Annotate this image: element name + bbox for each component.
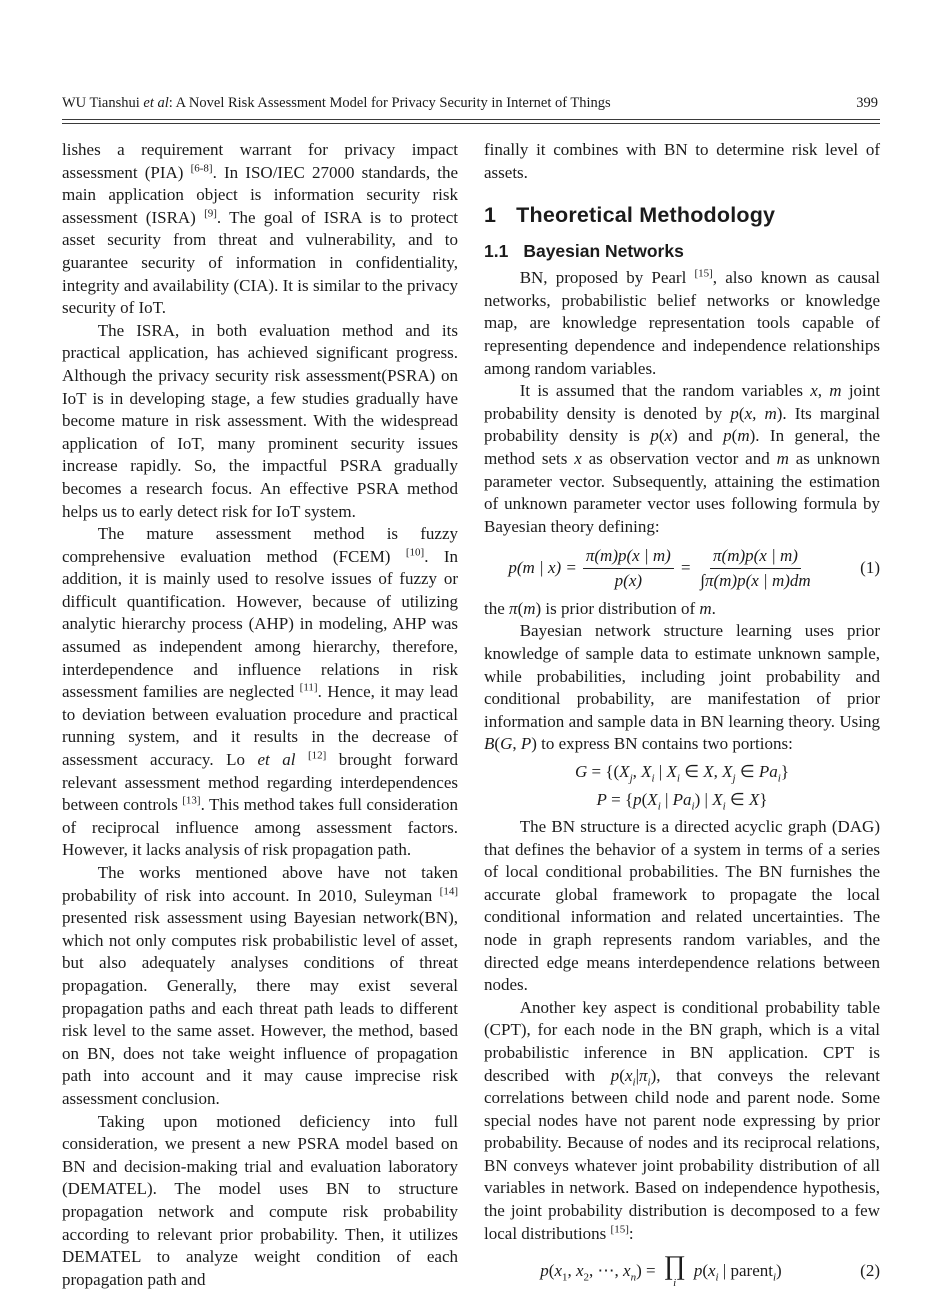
subsection-heading-1-1 — [484, 241, 880, 262]
two-column-body — [62, 139, 880, 1296]
fraction-numerator: π(m)p(x | m) — [583, 545, 674, 568]
section-heading-1 — [484, 203, 880, 228]
equation-2-lhs: $p(x_1$, $x_2$, ⋯, $x_n$) = — [540, 1261, 656, 1284]
equals-sign: = — [679, 558, 692, 578]
paragraph: BN, proposed by Pearl [15], also known as causal networks, probabilistic belief networks or knowledge map, are knowledge representation tools capable of representing dependence and independence relationships among random variables. — [484, 267, 880, 378]
equation-P: $P = \{p(X_i$ | $Pa_i$) | $X_i$ ∈ X} — [596, 790, 768, 813]
paragraph: Bayesian network structure learning uses prior knowledge of sample data to estimate unknown sample, while probabilities, including joint probability and conditional probability, are manifestation of prior information and sample data in BN learning theory. Using B(G, P) to express BN contains two portions: — [484, 621, 880, 754]
paragraph: The BN structure is a directed acyclic graph (DAG) that defines the behavior of a system in terms of a series of local conditional probabilities. The BN furnishes the accurate global framework to propagate the local conditional information and related uncertainties. The node in graph represents random variables, and the directed edge means interdependence relations between nodes. — [484, 816, 880, 995]
fraction — [583, 545, 674, 591]
header-rule — [62, 119, 880, 124]
right-column — [484, 139, 880, 1296]
page-number: 399 — [856, 95, 878, 111]
product-symbol: ∏ — [663, 1250, 686, 1281]
fraction-denominator: ∫π(m)p(x | m)dm — [700, 570, 811, 590]
paragraph: The mature assessment method is fuzzy comprehensive evaluation method (FCEM) [10]. In addition, it is mainly used to resolve issues of fuzzy or difficult quantification. However, because of utilizing analytic hierarchy process (AHP) in modeling, AHP was assumed as independent among hierarchy, therefore, interdependence and influence relations in risk assessment families are neglected [11]. Hence, it may lead to deviation between evaluation procedure and practical running system, and it results in the decrease of assessment accuracy. Lo et al [12] brought forward relevant assessment method regarding interdependences between controls [13]. This method takes full consideration of reciprocal influence among assessment factors. However, it lacks analysis of risk propagation path. — [62, 524, 459, 860]
product-index: i — [673, 1277, 677, 1290]
page-header — [62, 95, 880, 119]
page-content — [62, 95, 880, 1296]
paragraph: Another key aspect is conditional probability table (CPT), for each node in the BN graph, which is a vital probabilistic inference in BN application. CPT is described with $p(x_i|\pi_i)$, that conveys the relevant correlations between child node and parent node. Some special nodes have not parent node expressing by prior probability. Because of nodes and its reciprocal relations, BN conveys whatever joint probability distribution of all variables in network. Based on independence hypothesis, the joint probability distribution is decomposed to a few local distributions [15]: — [484, 997, 881, 1243]
fraction-numerator: π(m)p(x | m) — [710, 545, 801, 568]
paragraph: The works mentioned above have not taken probability of risk into account. In 2010, Suleyman [14] presented risk assessment using Bayesian network(BN), which not only computes risk probabilistic level of asset, but also adequately analyses conditions of threat propagation. Generally, there may exist several propagation paths and each threat path leads to different risk level to the same asset. However, the method, based on BN, does not take weight influence of propagation path into account and it may cause imprecise risk assessment conclusion. — [62, 863, 458, 1108]
paragraph: The ISRA, in both evaluation method and its practical application, has achieved significant progress. Although the privacy security risk assessment(PSRA) on IoT is in developing stage, a few studies gradually have become mature in risk assessment. With the widespread application of IoT, many prominent security issues increase rapidly. So, the impactful PSRA gradually becomes a research focus. An effective PSRA method helps us to early detect risk for IoT system. — [62, 320, 458, 521]
left-column — [62, 139, 458, 1296]
section-title: Theoretical Methodology — [516, 203, 776, 228]
subsection-title: Bayesian Networks — [523, 241, 684, 262]
equation-label: (1) — [860, 558, 880, 578]
paragraph: Taking upon motioned deficiency into full consideration, we present a new PSRA model based on BN and decision-making trial and evaluation laboratory (DEMATEL). The model uses BN to structure propagation network and compute risk probability according to relevant prior probability. Then, it utilizes DEMATEL to analyze weight condition of each propagation path and — [62, 1111, 458, 1289]
equation-1 — [484, 545, 880, 591]
paragraph: the π(m) is prior distribution of m. — [484, 598, 716, 618]
section-number: 1 — [484, 203, 497, 228]
equation-2-body — [484, 1252, 838, 1289]
fraction-denominator: p(x) — [614, 570, 643, 590]
equation-1-body — [484, 545, 838, 591]
product-operator — [664, 1252, 686, 1289]
paragraph: It is assumed that the random variables x, m joint probability density is denoted by p(x, m). Its marginal probability density is p(x) and p(m). In general, the method sets x as observation vector and m as unknown parameter vector. Subsequently, attaining the estimation of unknown parameter vector uses following formula by Bayesian theory defining: — [484, 381, 881, 536]
paragraph: finally it combines with BN to determine risk level of assets. — [484, 140, 880, 182]
equation-2 — [484, 1252, 880, 1289]
running-title: WU Tianshui et al: A Novel Risk Assessment Model for Privacy Security in Internet of Things — [62, 95, 611, 111]
fraction — [697, 545, 813, 591]
paragraph: lishes a requirement warrant for privacy impact assessment (PIA) [6-8]. In ISO/IEC 27000 standards, the main application object is information security risk assessment (ISRA) [9]. The goal of ISRA is to protect asset security from threat and vulnerability, and to guarantee security of information in confidentiality, integrity and availability (CIA). It is similar to the privacy security of IoT. — [62, 140, 458, 318]
subsection-number: 1.1 — [484, 241, 509, 262]
equation-label: (2) — [860, 1261, 880, 1281]
equation-1-lhs: p(m | x) = — [508, 558, 577, 578]
equation-2-rhs: $p(x_i$ | parent$_i$) — [693, 1261, 782, 1284]
equation-G: $G = \{(X_j$, $X_i$ | $X_i$ ∈ X, $X_j$ ∈ $Pa_i$} — [574, 761, 790, 785]
